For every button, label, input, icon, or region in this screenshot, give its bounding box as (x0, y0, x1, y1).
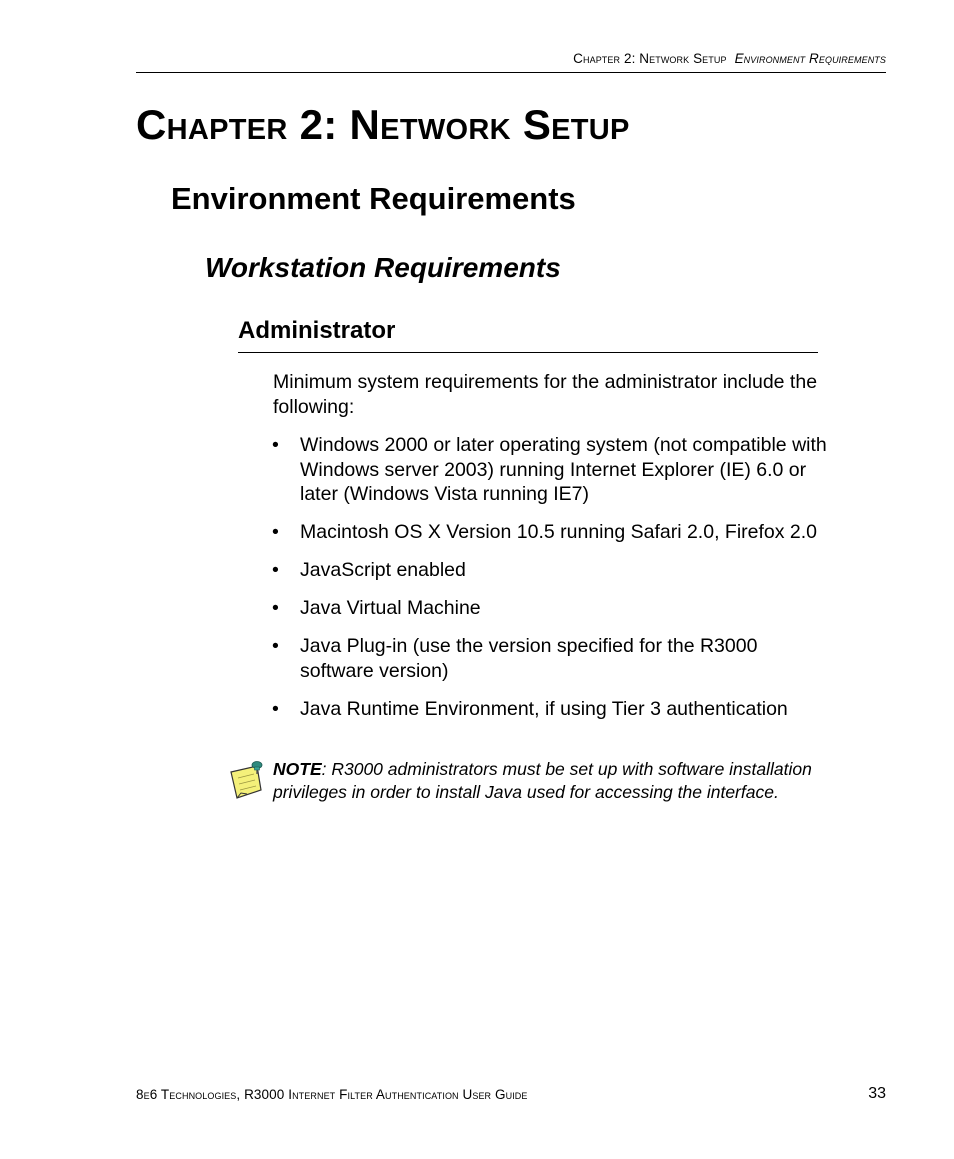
bullet-marker: • (272, 635, 279, 657)
subsubsection-rule (238, 352, 818, 353)
subsection-heading: Workstation Requirements (205, 252, 561, 283)
note-label: NOTE (273, 759, 322, 779)
list-item (272, 433, 832, 507)
note-paragraph (273, 758, 821, 804)
list-item (272, 596, 832, 621)
footer-title: 8e6 Technologies, R3000 Internet Filter Authentication User Guide (136, 1087, 528, 1102)
page-number: 33 (868, 1085, 886, 1102)
intro-paragraph: Minimum system requirements for the administrator include the following: (273, 371, 818, 418)
bullet-marker: • (272, 697, 279, 720)
list-item-text: Java Runtime Environment, if using Tier 3 authentication (300, 697, 788, 720)
note-pin-icon (227, 760, 267, 802)
list-item (272, 634, 832, 683)
chapter-title: Chapter 2: Network Setup (136, 101, 630, 148)
subsubsection-heading: Administrator (238, 317, 396, 344)
running-header (573, 51, 886, 66)
list-item-text: Java Plug-in (use the version specified for the R3000 software version) (300, 635, 758, 682)
bullet-marker: • (272, 521, 279, 543)
section-heading: Environment Requirements (171, 181, 576, 216)
list-item-text: Macintosh OS X Version 10.5 running Safari 2.0, Firefox 2.0 (300, 521, 818, 543)
list-item-text: JavaScript enabled (300, 559, 466, 581)
bullet-marker: • (272, 559, 279, 581)
list-item-text: Java Virtual Machine (300, 597, 481, 619)
list-item (272, 697, 832, 722)
header-rule (136, 72, 886, 73)
list-item (272, 558, 832, 583)
list-item (272, 520, 832, 545)
running-header-chapter: Chapter 2: Network Setup (573, 51, 727, 66)
bullet-marker: • (272, 597, 279, 619)
note-text: : R3000 administrators must be set up with software installation privileges in order to install Java used for accessing the interface. (273, 759, 812, 802)
bullet-marker: • (272, 434, 279, 456)
list-item-text: Windows 2000 or later operating system (not compatible with Windows server 2003) running Internet Explorer (IE) 6.0 or later (Windows Vista running IE7) (300, 434, 827, 505)
requirements-list (272, 433, 832, 735)
running-header-section: Environment Requirements (734, 51, 886, 66)
